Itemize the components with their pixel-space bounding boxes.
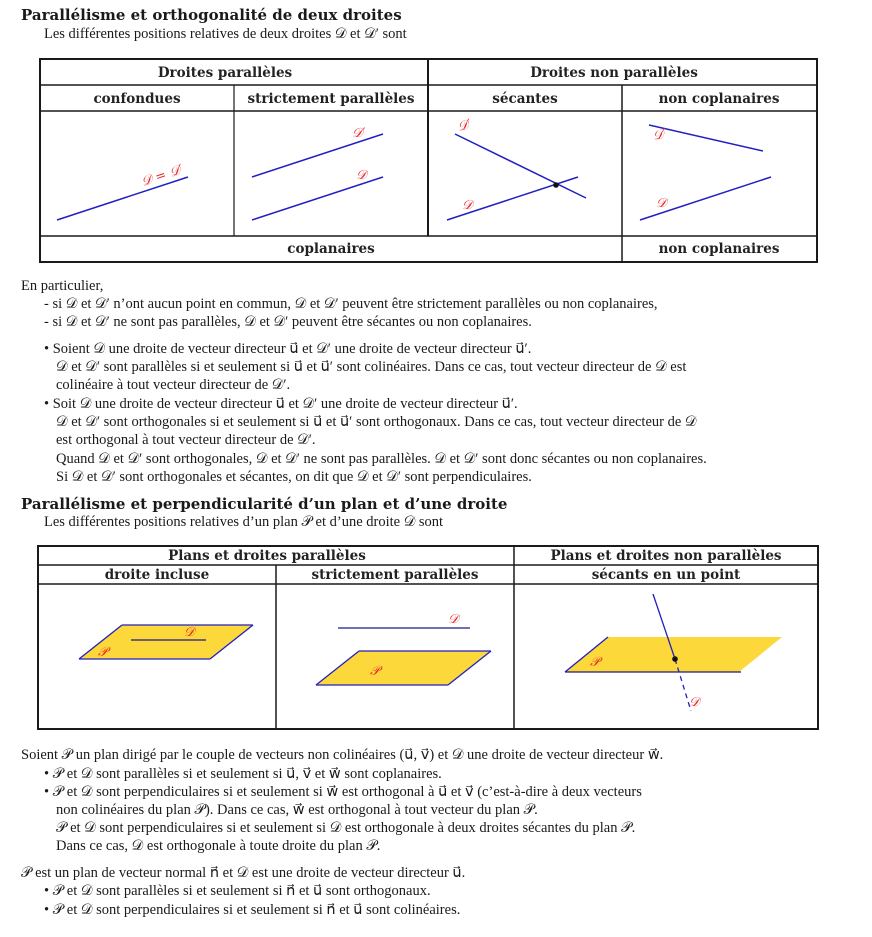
figure-secantes [447,117,586,220]
label-plan: 𝒫 [370,664,380,679]
figure-strictement-paralleles [252,126,383,220]
footer-coplanaires: coplanaires [287,241,375,257]
particulier-item: - si 𝒟 et 𝒟′ ne sont pas parallèles, 𝒟 et 𝒟′ peuvent être sécantes ou non coplanaires. [44,314,532,330]
label-d: 𝒟 [656,196,667,211]
figure-plan-strictement-paralleles [316,612,491,685]
bullet-parallel-line: colinéaire à tout vecteur directeur de 𝒟′. [56,377,291,393]
label-plan: 𝒫 [590,655,600,670]
para2-lead: 𝒫 est un plan de vecteur normal n⃗ et 𝒟 est une droite de vecteur directeur u⃗. [21,865,466,881]
bullet-orthogonal-line: Quand 𝒟 et 𝒟′ sont orthogonales, 𝒟 et 𝒟′ ne sont pas parallèles. 𝒟 et 𝒟′ sont donc sécantes ou non coplanaires. [56,451,707,467]
label-d: 𝒟 [356,168,367,183]
figure-droite-incluse [79,625,253,660]
bullet-parallel-line: • Soient 𝒟 une droite de vecteur directeur u⃗ et 𝒟′ une droite de vecteur directeur u⃗′. [44,341,532,357]
label-droite: 𝒟 [184,625,195,640]
section-intro-plan-droite: Les différentes positions relatives d’un plan 𝒫 et d’une droite 𝒟 sont [44,514,444,530]
intersection-point [553,182,559,188]
para1-line: • 𝒫 et 𝒟 sont perpendiculaires si et seulement si w⃗ est orthogonal à u⃗ et v⃗ (c’est-à-dire à deux vecteurs [44,784,642,800]
para2-line: • 𝒫 et 𝒟 sont perpendiculaires si et seulement si n⃗ et u⃗ sont colinéaires. [44,902,461,918]
para1-line: non colinéaires du plan 𝒫). Dans ce cas, w⃗ est orthogonal à tout vecteur du plan 𝒫. [56,802,538,818]
subheader-strictement-paralleles: strictement parallèles [311,567,479,583]
particulier-item: - si 𝒟 et 𝒟′ n’ont aucun point en commun, 𝒟 et 𝒟′ peuvent être strictement parallèles ou non coplanaires, [44,296,658,312]
label-d-equals-dprime: 𝒟 = 𝒟′ [139,162,185,190]
para1-lead: Soient 𝒫 un plan dirigé par le couple de vecteurs non colinéaires (u⃗, v⃗) et 𝒟 une droite de vecteur directeur w⃗. [21,747,664,763]
para1-line: 𝒫 et 𝒟 sont perpendiculaires si et seulement si 𝒟 est orthogonale à deux droites sécantes du plan 𝒫. [56,820,636,836]
label-dprime: 𝒟′ [456,116,473,135]
para1-line: Dans ce cas, 𝒟 est orthogonale à toute droite du plan 𝒫. [56,838,381,854]
bullet-orthogonal-line: est orthogonal à tout vecteur directeur de 𝒟′. [56,432,316,448]
figure-secants-en-un-point [565,594,782,711]
table-droites [40,59,817,262]
label-dprime: 𝒟′ [651,126,668,144]
section-title-plan-droite: Parallélisme et perpendicularité d’un plan et d’une droite [21,495,508,513]
subheader-strictement-paralleles: strictement parallèles [247,91,415,107]
particulier-lead: En particulier, [21,278,104,294]
label-droite: 𝒟 [448,612,459,627]
para2-line: • 𝒫 et 𝒟 sont parallèles si et seulement si n⃗ et u⃗ sont orthogonaux. [44,883,431,899]
subheader-non-coplanaires: non coplanaires [658,91,780,107]
bullet-orthogonal-line: 𝒟 et 𝒟′ sont orthogonales si et seulement si u⃗ et u⃗′ sont orthogonaux. Dans ce cas, tout vecteur directeur de 𝒟 [56,414,697,430]
bullet-orthogonal-line: Si 𝒟 et 𝒟′ sont orthogonales et sécantes, on dit que 𝒟 et 𝒟′ sont perpendiculaires. [56,469,532,485]
header-plans-droites-paralleles: Plans et droites parallèles [168,548,366,564]
section-intro-droites: Les différentes positions relatives de deux droites 𝒟 et 𝒟′ sont [44,26,407,42]
header-plans-droites-non-paralleles: Plans et droites non parallèles [550,548,782,564]
figure-confondues [57,162,188,220]
label-d: 𝒟 [462,198,473,213]
label-droite: 𝒟 [689,695,700,710]
subheader-secantes: sécantes [492,91,558,107]
label-dprime: 𝒟′ [352,126,366,141]
subheader-confondues: confondues [93,91,181,107]
header-droites-non-paralleles: Droites non parallèles [530,65,698,81]
section-title-droites: Parallélisme et orthogonalité de deux droites [21,6,402,24]
subheader-secants-en-un-point: sécants en un point [591,567,741,583]
bullet-orthogonal-line: • Soit 𝒟 une droite de vecteur directeur u⃗ et 𝒟′ une droite de vecteur directeur u⃗′. [44,396,518,412]
para1-line: • 𝒫 et 𝒟 sont parallèles si et seulement si u⃗, v⃗ et w⃗ sont coplanaires. [44,766,442,782]
intersection-point [672,656,678,662]
bullet-parallel-line: 𝒟 et 𝒟′ sont parallèles si et seulement si u⃗ et u⃗′ sont colinéaires. Dans ce cas, tout vecteur directeur de 𝒟 est [56,359,687,375]
header-droites-paralleles: Droites parallèles [157,65,293,81]
footer-non-coplanaires: non coplanaires [658,241,780,257]
figure-non-coplanaires [640,125,771,220]
subheader-droite-incluse: droite incluse [104,567,210,583]
label-plan: 𝒫 [98,645,108,660]
